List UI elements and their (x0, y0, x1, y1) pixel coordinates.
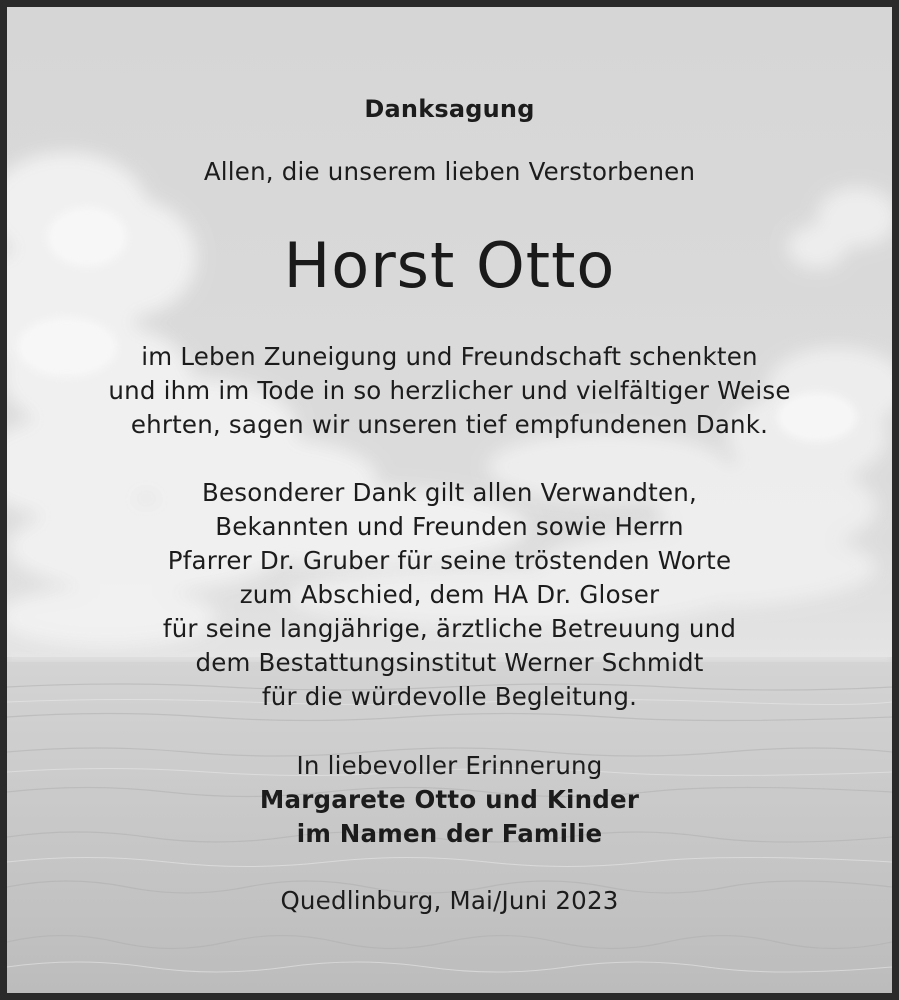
obituary-text (7, 7, 892, 993)
place-and-date: Quedlinburg, Mai/Juni 2023 (280, 886, 619, 915)
paragraph2-line: dem Bestattungsinstitut Werner Schmidt (195, 648, 704, 677)
signature-line: Margarete Otto und Kinder (259, 785, 640, 814)
paragraph2-line: für die würdevolle Begleitung. (261, 682, 638, 711)
signature-line: im Namen der Familie (296, 819, 603, 848)
intro-line: Allen, die unserem lieben Verstorbenen (203, 157, 696, 186)
deceased-name: Horst Otto (283, 229, 616, 302)
paragraph1-line: im Leben Zuneigung und Freundschaft schenkten (141, 342, 758, 371)
closing-line: In liebevoller Erinnerung (296, 751, 603, 780)
paragraph2-line: zum Abschied, dem HA Dr. Gloser (239, 580, 660, 609)
paragraph1-line: und ihm im Tode in so herzlicher und vielfältiger Weise (108, 376, 791, 405)
heading: Danksagung (364, 95, 535, 123)
paragraph2-line: Bekannten und Freunden sowie Herrn (215, 512, 684, 541)
paragraph2-line: Besonderer Dank gilt allen Verwandten, (202, 478, 697, 507)
paragraph2-line: für seine langjährige, ärztliche Betreuung und (162, 614, 737, 643)
paragraph1-line: ehrten, sagen wir unseren tief empfundenen Dank. (130, 410, 769, 439)
paragraph2-line: Pfarrer Dr. Gruber für seine tröstenden Worte (167, 546, 732, 575)
